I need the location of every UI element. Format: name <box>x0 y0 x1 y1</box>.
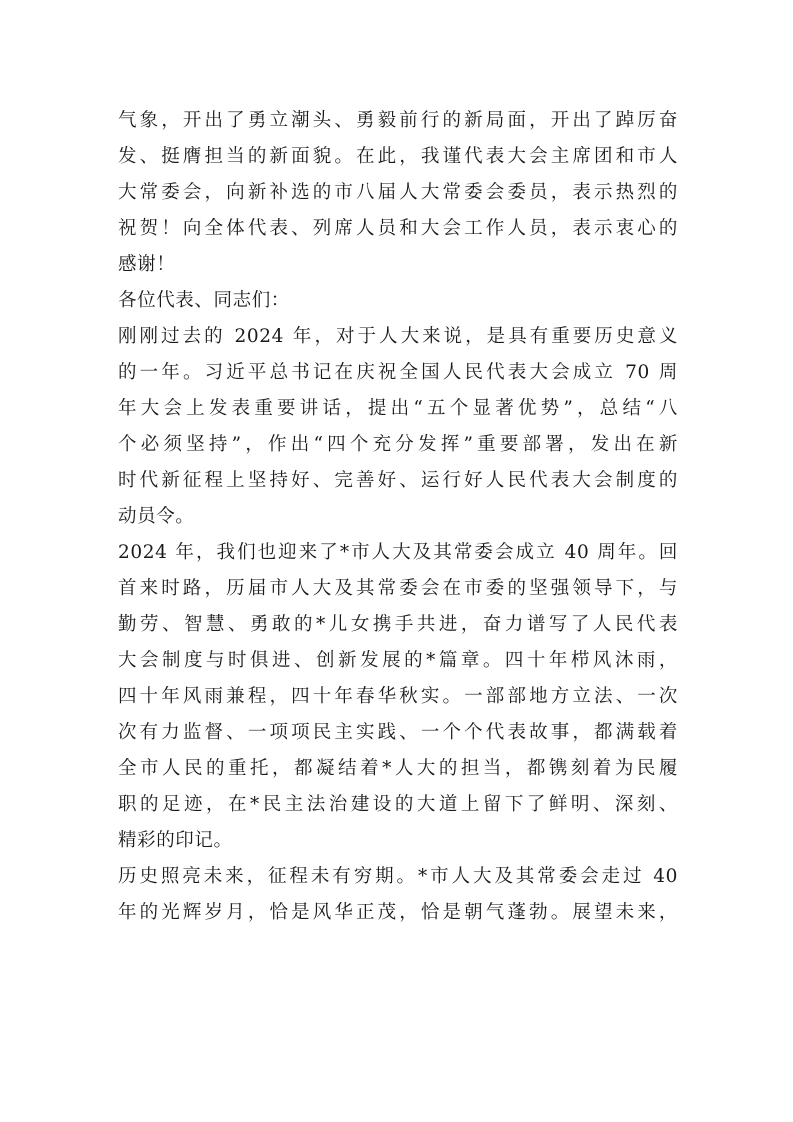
text-line: 的一年。习近平总书记在庆祝全国人民代表大会成立 70 周 <box>118 362 678 383</box>
text-line: 动员令。 <box>118 506 195 527</box>
text-line: 大会制度与时俱进、创新发展的*篇章。四十年栉风沐雨， <box>118 650 678 671</box>
text-line: 感谢！ <box>118 254 176 275</box>
text-line: 刚刚过去的 2024 年，对于人大来说，是具有重要历史意义 <box>118 326 678 347</box>
text-line: 次有力监督、一项项民主实践、一个个代表故事，都满载着 <box>118 722 678 743</box>
text-line: 四十年风雨兼程，四十年春华秋实。一部部地方立法、一次 <box>118 686 678 707</box>
text-line: 发、挺膺担当的新面貌。在此，我谨代表大会主席团和市人 <box>118 146 678 167</box>
text-line: 时代新征程上坚持好、完善好、运行好人民代表大会制度的 <box>118 470 678 491</box>
salutation: 各位代表、同志们： <box>118 290 290 311</box>
text-line: 年大会上发表重要讲话，提出“五个显著优势”，总结“八 <box>118 398 678 419</box>
text-line: 大常委会，向新补选的市八届人大常委会委员，表示热烈的 <box>118 182 678 203</box>
text-line: 职的足迹，在*民主法治建设的大道上留下了鲜明、深刻、 <box>118 794 678 815</box>
text-line: 2024 年，我们也迎来了*市人大及其常委会成立 40 周年。回 <box>118 542 678 563</box>
text-line: 个必须坚持”，作出“四个充分发挥”重要部署，发出在新 <box>118 434 678 455</box>
text-line: 历史照亮未来，征程未有穷期。*市人大及其常委会走过 40 <box>118 866 678 887</box>
text-line: 全市人民的重托，都凝结着*人大的担当，都镌刻着为民履 <box>118 758 678 779</box>
text-line: 气象，开出了勇立潮头、勇毅前行的新局面，开出了踔厉奋 <box>118 110 678 131</box>
text-line: 祝贺！向全体代表、列席人员和大会工作人员，表示衷心的 <box>118 218 678 239</box>
text-line: 首来时路，历届市人大及其常委会在市委的坚强领导下，与 <box>118 578 678 599</box>
text-line: 勤劳、智慧、勇敢的*儿女携手共进，奋力谱写了人民代表 <box>118 614 678 635</box>
document-body <box>118 103 678 931</box>
text-line: 年的光辉岁月，恰是风华正茂，恰是朝气蓬勃。展望未来， <box>118 902 678 923</box>
text-line: 精彩的印记。 <box>118 830 233 851</box>
